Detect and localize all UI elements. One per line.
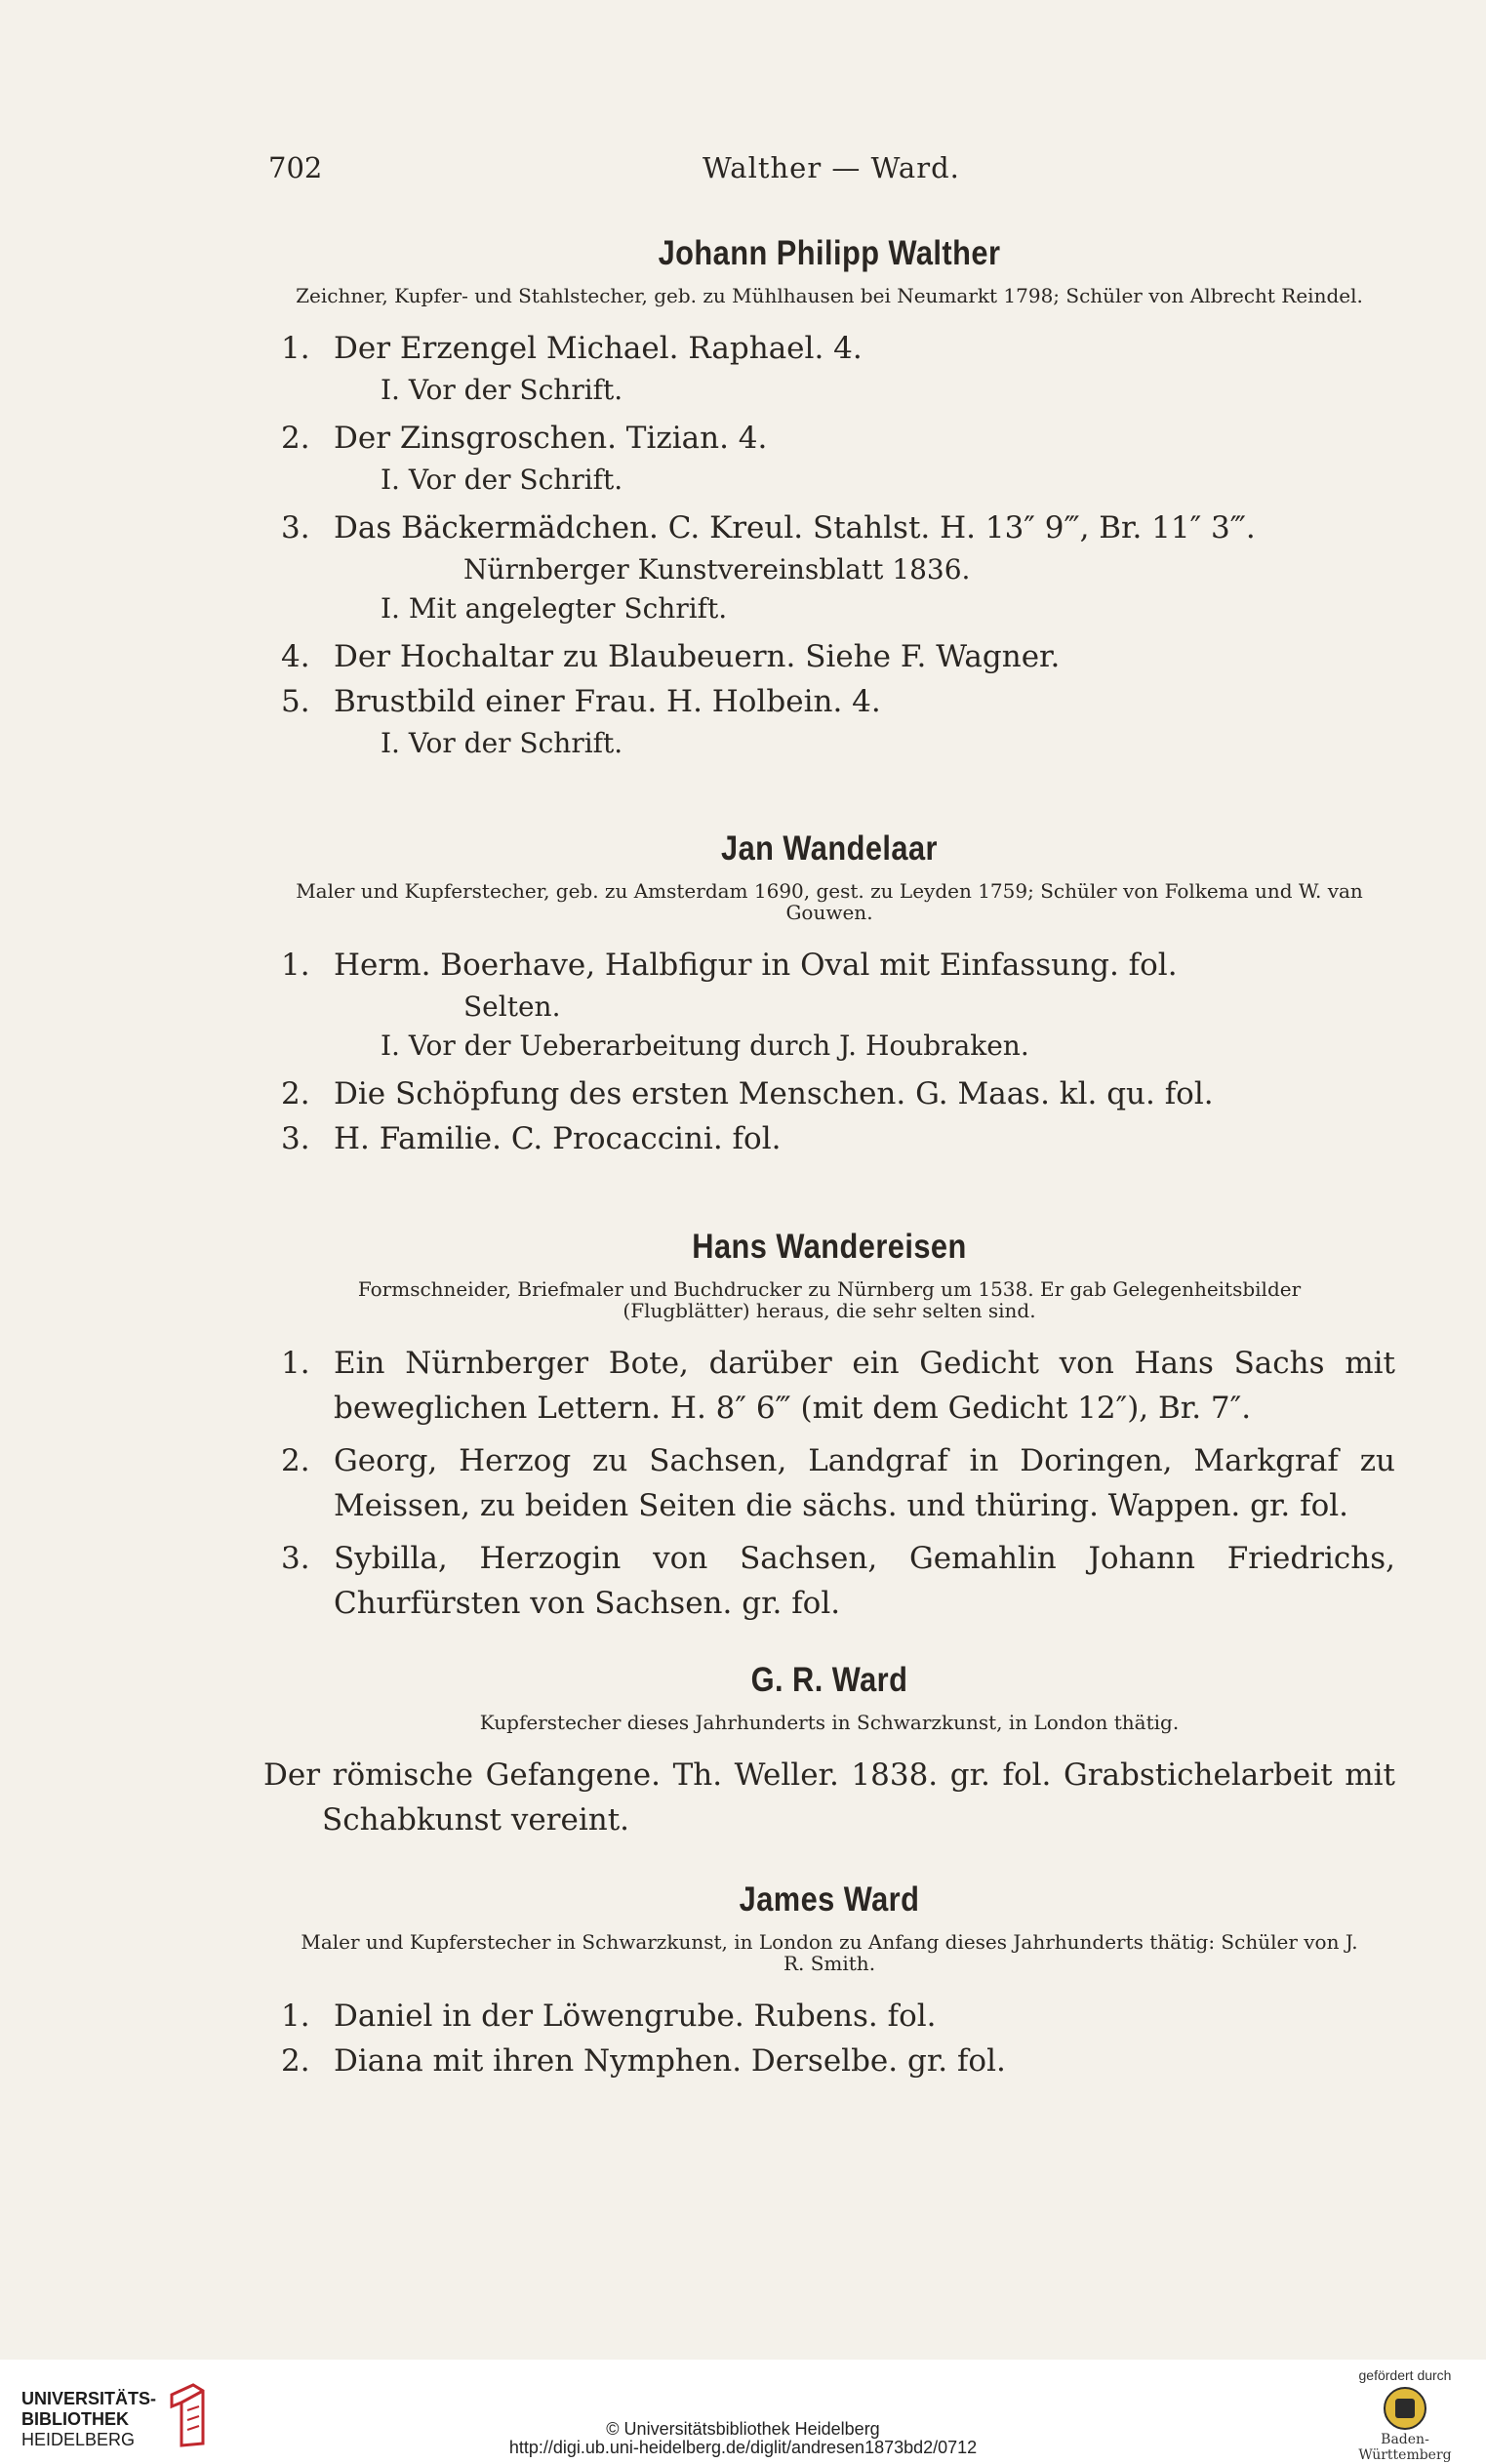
entry-number: 1. (281, 331, 310, 366)
permalink[interactable]: http://digi.ub.uni-heidelberg.de/diglit/andresen1873bd2/0712 (508, 2438, 978, 2457)
entry-number: 1. (281, 1999, 310, 2034)
entry-text: Georg, Herzog zu Sachsen, Landgraf in Doringen, Markgraf zu Meissen, zu beiden Seiten die sächs. und thüring. Wappen. gr. fol. (334, 1443, 1395, 1523)
page-number: 702 (268, 151, 323, 184)
section-description: Maler und Kupferstecher in Schwarzkunst, in London zu Anfang dieses Jahrhunderts thätig: Schüler von J. R. Smith. (301, 1930, 1358, 1975)
entry-text: Der Erzengel Michael. Raphael. 4. (334, 331, 863, 366)
entry-number: 3. (281, 510, 310, 545)
entry-number: 2. (281, 421, 310, 456)
section-title: Hans Wandereisen (692, 1228, 967, 1266)
entry-number: 2. (281, 1076, 310, 1111)
section-title: Jan Wandelaar (721, 829, 938, 868)
entry-text: Der Hochaltar zu Blaubeuern. Siehe F. Wagner. (334, 639, 1061, 674)
library-line-3: HEIDELBERG (21, 2430, 136, 2449)
catalog-entry (263, 326, 1395, 371)
catalog-entry (263, 1116, 1395, 1161)
section-gr-ward (263, 1659, 1395, 1842)
catalog-entry (263, 943, 1395, 988)
section-title: G. R. Ward (750, 1661, 908, 1699)
entry-note: Nürnberger Kunstvereinsblatt 1836. (463, 553, 971, 586)
entry-text: Sybilla, Herzogin von Sachsen, Gemahlin Johann Friedrichs, Churfürsten von Sachsen. gr. fol. (334, 1541, 1395, 1621)
running-head (268, 151, 1244, 200)
funded-by-label: gefördert durch (1358, 2367, 1452, 2383)
entry-text: Die Schöpfung des ersten Menschen. G. Maas. kl. qu. fol. (334, 1076, 1214, 1111)
entry-text: H. Familie. C. Procaccini. fol. (334, 1121, 782, 1156)
entry-number: 3. (281, 1541, 310, 1576)
section-wandereisen (263, 1226, 1395, 1626)
entry-state: I. Vor der Schrift. (381, 727, 623, 759)
entry-number: 5. (281, 684, 310, 719)
catalog-entry (263, 2039, 1395, 2083)
entry-state: I. Vor der Schrift. (381, 374, 623, 406)
entry-number: 1. (281, 948, 310, 983)
section-description: Kupferstecher dieses Jahrhunderts in Schwarzkunst, in London thätig. (479, 1711, 1180, 1734)
entry-text: Daniel in der Löwengrube. Rubens. fol. (334, 1999, 937, 2034)
entry-state: I. Vor der Ueberarbeitung durch J. Houbraken. (381, 1030, 1029, 1062)
section-description: Zeichner, Kupfer- und Stahlstecher, geb. zu Mühlhausen bei Neumarkt 1798; Schüler von Albrecht Reindel. (296, 284, 1363, 307)
library-line-2: BIBLIOTHEK (21, 2409, 129, 2429)
section-walther (263, 232, 1395, 769)
catalog-entry (263, 679, 1395, 724)
section-james-ward (263, 1878, 1395, 2083)
catalog-entry (263, 1438, 1395, 1528)
entry-state: I. Vor der Schrift. (381, 464, 623, 496)
entry-state: I. Mit angelegter Schrift. (381, 592, 728, 625)
section-title: James Ward (739, 1880, 920, 1919)
catalog-entry (263, 505, 1395, 550)
section-wandelaar (263, 828, 1395, 1161)
catalog-entry (263, 1071, 1395, 1116)
entry-text: Ein Nürnberger Bote, darüber ein Gedicht von Hans Sachs mit beweglichen Lettern. H. 8″ 6‴ (mit dem Gedicht 12″), Br. 7″. (334, 1346, 1395, 1426)
entry-number: 2. (281, 1443, 310, 1478)
state-crest-icon (1384, 2387, 1426, 2430)
running-title: Walther — Ward. (703, 151, 960, 184)
entry-number: 3. (281, 1121, 310, 1156)
entry-text: Herm. Boerhave, Halbfigur in Oval mit Einfassung. fol. (334, 948, 1178, 983)
copyright-block (0, 2420, 1486, 2457)
viewer-footer (0, 2360, 1486, 2464)
catalog-entry (263, 634, 1395, 679)
entry-number: 1. (281, 1346, 310, 1381)
catalog-entry (263, 1341, 1395, 1431)
catalog-entry: Der römische Gefangene. Th. Weller. 1838. gr. fol. Grabstichelarbeit mit Schabkunst vereint. (263, 1757, 1395, 1838)
entry-text: Diana mit ihren Nymphen. Derselbe. gr. fol. (334, 2043, 1006, 2079)
library-line-1: UNIVERSITÄTS- (21, 2389, 157, 2408)
state-name: Baden-Württemberg (1358, 2432, 1452, 2463)
copyright-text: © Universitätsbibliothek Heidelberg (606, 2419, 880, 2439)
entry-note: Selten. (463, 990, 561, 1023)
entry-text: Das Bäckermädchen. C. Kreul. Stahlst. H. 13″ 9‴, Br. 11″ 3‴. (334, 510, 1256, 545)
catalog-entry (263, 1536, 1395, 1626)
entry-number: 4. (281, 639, 310, 674)
section-description: Maler und Kupferstecher, geb. zu Amsterdam 1690, gest. zu Leyden 1759; Schüler von Folkema und W. van Gouwen. (296, 879, 1363, 924)
section-description: Formschneider, Briefmaler und Buchdrucker zu Nürnberg um 1538. Er gab Gelegenheitsbilder (Flugblätter) heraus, die sehr selten sind. (357, 1277, 1302, 1322)
section-title: Johann Philipp Walther (658, 234, 1001, 272)
entry-text: Der Zinsgroschen. Tizian. 4. (334, 421, 768, 456)
catalog-entry (263, 416, 1395, 461)
catalog-entry (263, 1994, 1395, 2039)
funder-block (1342, 2367, 1468, 2463)
entry-number: 2. (281, 2043, 310, 2079)
entry-text: Brustbild einer Frau. H. Holbein. 4. (334, 684, 881, 719)
